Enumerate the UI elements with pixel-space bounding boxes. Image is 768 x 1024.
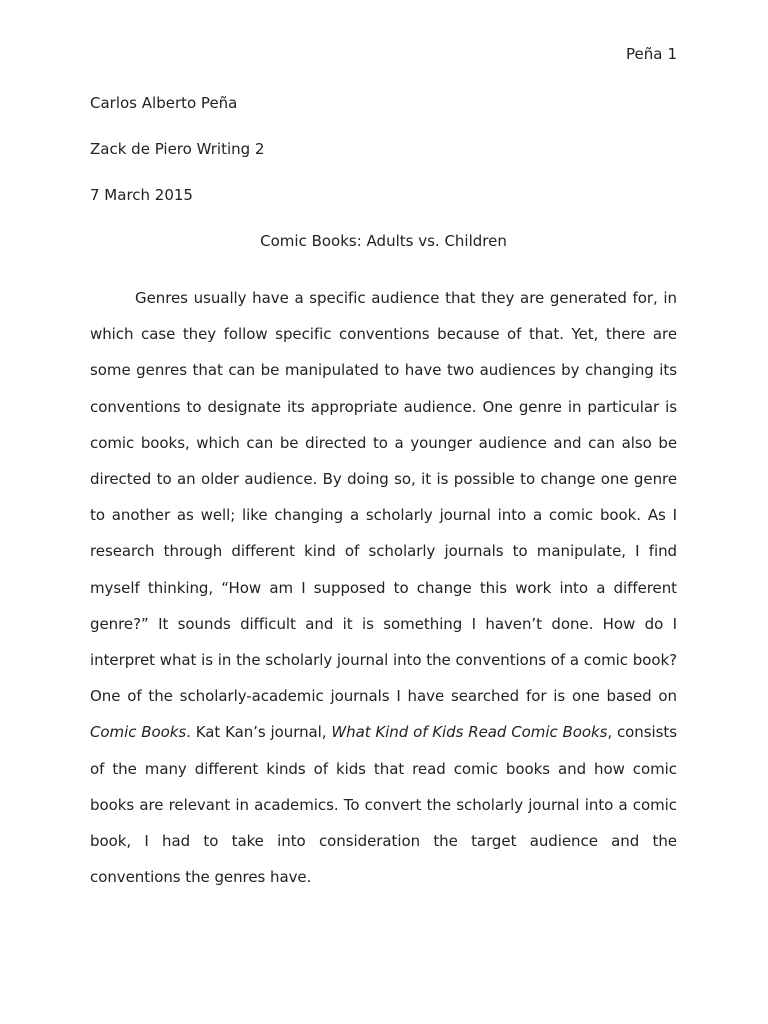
italic-comic-books: Comic Books [90, 723, 187, 742]
instructor-course: Zack de Piero Writing 2 [90, 140, 265, 158]
body-paragraph [90, 280, 677, 895]
author-name: Carlos Alberto Peña [90, 94, 238, 112]
italic-journal-title: What Kind of Kids Read Comic Books [331, 723, 608, 742]
document-date: 7 March 2015 [90, 186, 193, 204]
paragraph-text: . Kat Kan’s journal, [186, 723, 332, 742]
paragraph-text: Genres usually have a specific audience that they are generated for, in which case they follow specific conventions because of that. Yet, there are some genres that can be manipulated to have two audiences by changing its conventions to designate its appropriate audience. One genre in particular is comic books, which can be directed to a younger audience and can also be directed to an older audience. By doing so, it is possible to change one genre to another as well; like changing a scholarly journal into a comic book. As I research through different kind of scholarly journals to manipulate, I find myself thinking, “How am I supposed to change this work into a different genre?” It sounds difficult and it is something I haven’t done. How do I interpret what is in the scholarly journal into the conventions of a comic book? One of the scholarly-academic journals I have searched for is one based on [90, 289, 677, 706]
header-page-number: 1 [667, 45, 677, 63]
document-title: Comic Books: Adults vs. Children [260, 232, 507, 250]
running-header [626, 45, 677, 63]
paragraph-text: , consists of the many different kinds of kids that read comic books and how comic books are relevant in academics. To convert the scholarly journal into a comic book, I had to take into consideration the target audience and the conventions the genres have. [90, 723, 678, 887]
header-surname: Peña [626, 45, 663, 63]
